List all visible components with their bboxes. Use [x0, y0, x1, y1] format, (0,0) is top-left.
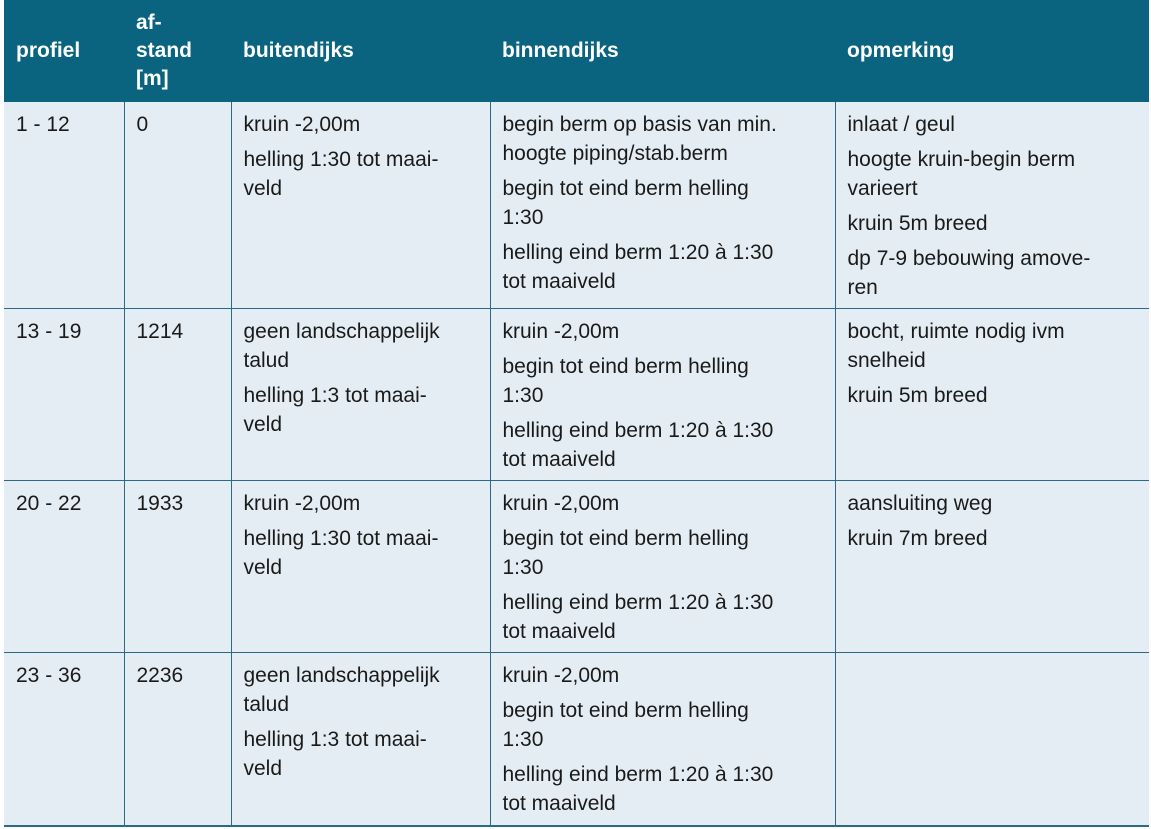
- cell-binnendijks-line: kruin -2,00m: [502, 664, 620, 687]
- header-afstand-line-1: af-: [136, 11, 162, 34]
- cell-binnendijks: [490, 481, 835, 653]
- cell-opmerking-line: kruin 7m breed: [847, 527, 988, 550]
- cell-binnendijks-line: helling eind berm 1:20 à 1:30 tot maaiveld: [502, 241, 774, 293]
- dike-profile-table: [4, 0, 1149, 827]
- cell-binnendijks: [490, 309, 835, 481]
- cell-binnendijks-line: begin tot eind berm helling 1:30: [502, 355, 749, 407]
- cell-buitendijks-line: geen landschappelijk talud: [243, 664, 440, 716]
- table-row: [4, 653, 1149, 826]
- cell-binnendijks-line: begin tot eind berm helling 1:30: [502, 527, 749, 579]
- cell-buitendijks-line: geen landschappelijk talud: [243, 320, 440, 372]
- cell-profiel: 23 - 36: [4, 653, 124, 826]
- cell-profiel: 1 - 12: [4, 102, 124, 309]
- cell-afstand: 0: [124, 102, 231, 309]
- table-row: [4, 309, 1149, 481]
- cell-afstand: 2236: [124, 653, 231, 826]
- cell-profiel: 20 - 22: [4, 481, 124, 653]
- cell-opmerking-line: kruin 5m breed: [847, 384, 988, 407]
- header-afstand: [124, 0, 231, 102]
- cell-opmerking: [835, 481, 1149, 653]
- cell-binnendijks-line: begin tot eind berm helling 1:30: [502, 699, 749, 751]
- cell-afstand: 1214: [124, 309, 231, 481]
- cell-binnendijks-line: kruin -2,00m: [502, 492, 620, 515]
- cell-buitendijks: [231, 102, 490, 309]
- table-body: [4, 102, 1149, 826]
- cell-binnendijks-line: helling eind berm 1:20 à 1:30 tot maaiveld: [502, 763, 774, 815]
- table-row: [4, 102, 1149, 309]
- cell-binnendijks: [490, 102, 835, 309]
- cell-opmerking-line: bocht, ruimte nodig ivm snelheid: [847, 320, 1065, 372]
- cell-binnendijks-line: helling eind berm 1:20 à 1:30 tot maaiveld: [502, 419, 774, 471]
- cell-opmerking-line: inlaat / geul: [847, 113, 955, 136]
- table-row: [4, 481, 1149, 653]
- cell-profiel: 13 - 19: [4, 309, 124, 481]
- header-afstand-line-3: [m]: [136, 67, 169, 90]
- cell-buitendijks-line: kruin -2,00m: [243, 113, 361, 136]
- cell-binnendijks-line: kruin -2,00m: [502, 320, 620, 343]
- header-binnendijks: binnendijks: [502, 39, 619, 62]
- header-opmerking: opmerking: [847, 39, 955, 62]
- cell-binnendijks-line: begin berm op basis van min. hoogte piping/stab.berm: [502, 113, 777, 165]
- header-profiel: profiel: [16, 39, 81, 62]
- cell-opmerking: [835, 653, 1149, 826]
- cell-binnendijks-line: helling eind berm 1:20 à 1:30 tot maaiveld: [502, 591, 774, 643]
- cell-opmerking-line: dp 7-9 bebouwing amove- ren: [847, 247, 1091, 299]
- cell-buitendijks: [231, 309, 490, 481]
- cell-binnendijks-line: begin tot eind berm helling 1:30: [502, 177, 749, 229]
- header-row: [4, 0, 1149, 102]
- table-header: [4, 0, 1149, 102]
- cell-buitendijks-line: helling 1:30 tot maai- veld: [243, 148, 439, 200]
- cell-binnendijks: [490, 653, 835, 826]
- cell-buitendijks-line: helling 1:30 tot maai- veld: [243, 527, 439, 579]
- header-buitendijks: buitendijks: [243, 39, 354, 62]
- cell-afstand: 1933: [124, 481, 231, 653]
- cell-opmerking: [835, 102, 1149, 309]
- cell-opmerking-line: hoogte kruin-begin berm varieert: [847, 148, 1076, 200]
- cell-buitendijks-line: kruin -2,00m: [243, 492, 361, 515]
- cell-buitendijks: [231, 481, 490, 653]
- cell-opmerking-line: kruin 5m breed: [847, 212, 988, 235]
- cell-opmerking: [835, 309, 1149, 481]
- cell-opmerking-line: aansluiting weg: [847, 492, 993, 515]
- cell-buitendijks-line: helling 1:3 tot maai- veld: [243, 728, 427, 780]
- cell-buitendijks-line: helling 1:3 tot maai- veld: [243, 384, 427, 436]
- header-afstand-line-2: stand: [136, 39, 193, 62]
- cell-buitendijks: [231, 653, 490, 826]
